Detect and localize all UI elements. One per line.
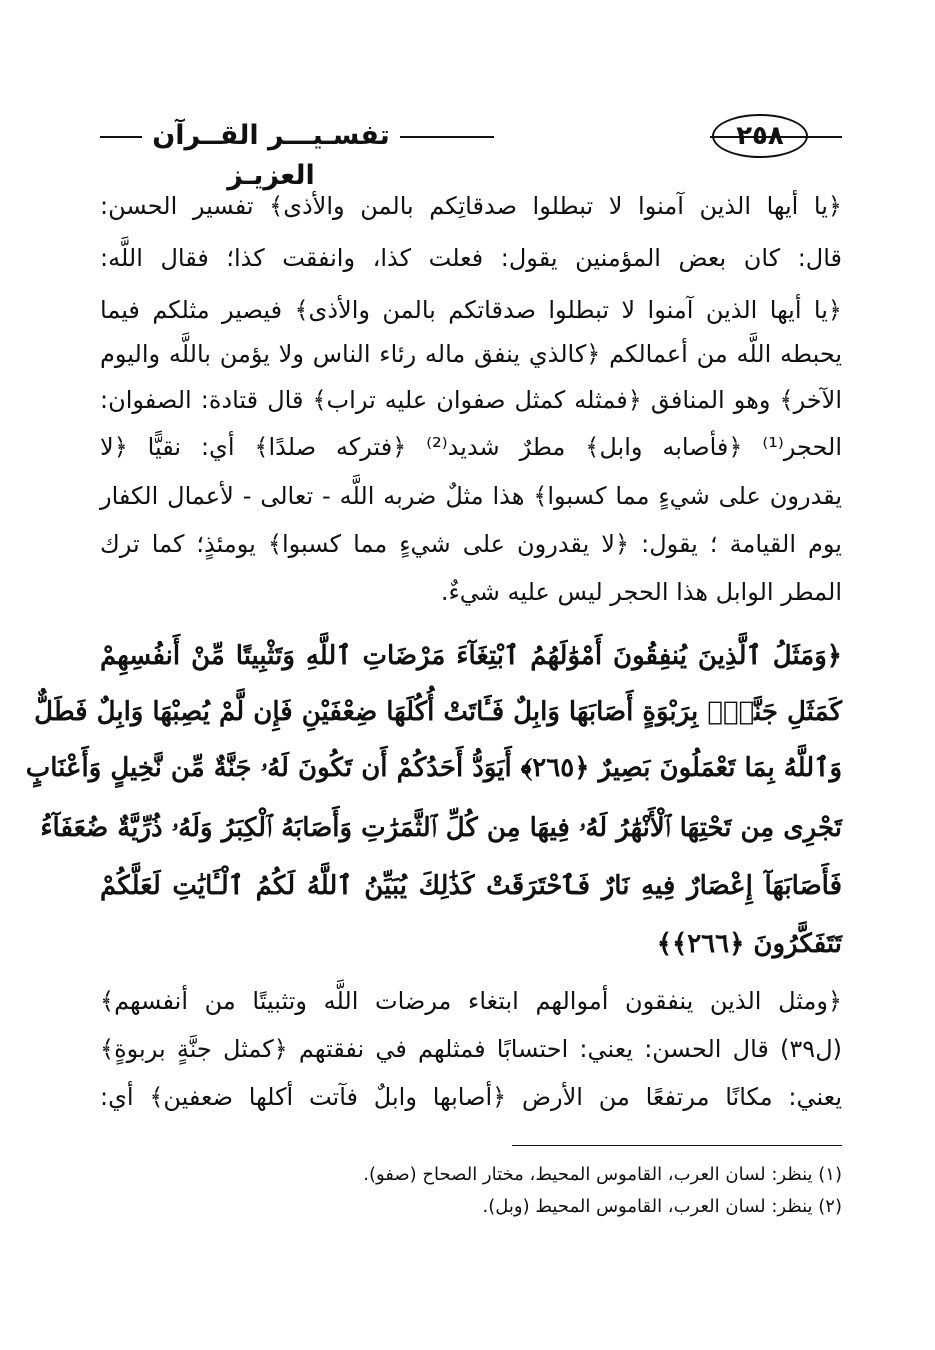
text-line: الحجر⁽¹⁾ ﴿فأصابه وابل﴾ مطرٌ شديد⁽²⁾ ﴿فتركه صلدًا﴾ أي: نقيًّا ﴿لا xyxy=(100,433,843,461)
text-line: يعني: مكانًا مرتفعًا من الأرض ﴿أصابها وابلٌ فآتت أكلها ضعفين﴾ أي: xyxy=(100,1083,842,1111)
quran-verse-line: تَجْرِى مِن تَحْتِهَا ٱلْأَنْهَٰرُ لَهُۥ فِيهَا مِن كُلِّ ٱلثَّمَرَٰتِ وَأَصَابَهُ ٱلْكِبَرُ وَلَهُۥ ذُرِّيَّةٌ ضُعَفَآءُ xyxy=(40,813,842,843)
header-rule-left xyxy=(100,136,142,138)
text-line: يقدرون على شيءٍ مما كسبوا﴾ هذا مثلٌ ضربه اللَّه - تعالى - لأعمال الكفار xyxy=(100,482,842,510)
text-line: قال: كان بعض المؤمنين يقول: فعلت كذا، وانفقت كذا؛ فقال اللَّه: xyxy=(100,244,842,272)
footnote: (١) ينظر: لسان العرب، القاموس المحيط، مختار الصحاح (صفو). xyxy=(363,1164,842,1185)
text-line: ﴿يا أيها الذين آمنوا لا تبطلوا صدقاتكم بالمن والأذى﴾ فيصير مثلكم فيما xyxy=(100,296,842,324)
footnote: (٢) ينظر: لسان العرب، القاموس المحيط (وبل). xyxy=(482,1196,842,1217)
text-line: (ل٣٩) قال الحسن: يعني: احتسابًا فمثلهم في نفقتهم ﴿كمثل جنَّةٍ بربوةٍ﴾ xyxy=(100,1035,842,1063)
quran-verse-line: تَتَفَكَّرُونَ ﴿٢٦٦﴾﴾ xyxy=(656,929,842,959)
page-header xyxy=(100,112,842,191)
header-rule-right xyxy=(710,136,842,138)
quran-verse-line: ﴿وَمَثَلُ ٱلَّذِينَ يُنفِقُونَ أَمْوَٰلَهُمُ ٱبْتِغَآءَ مَرْضَاتِ ٱللَّهِ وَتَثْبِيتًا مِّنْ أَنفُسِهِمْ xyxy=(100,641,842,671)
header-rule-middle xyxy=(400,136,494,138)
page-number: ٢٥٨ xyxy=(712,114,808,158)
text-line: الآخر﴾ وهو المنافق ﴿فمثله كمثل صفوان عليه تراب﴾ قال قتادة: الصفوان: xyxy=(100,386,842,414)
text-line: ﴿يا أيها الذين آمنوا لا تبطلوا صدقاتِكم بالمن والأذى﴾ تفسير الحسن: xyxy=(100,192,842,220)
text-line: ﴿ومثل الذين ينفقون أموالهم ابتغاء مرضات اللَّه وتثبيتًا من أنفسهم﴾ xyxy=(100,987,842,1015)
text-line: المطر الوابل هذا الحجر ليس عليه شيءٌ. xyxy=(440,578,842,606)
text-line: يوم القيامة ؛ يقول: ﴿لا يقدرون على شيءٍ مما كسبوا﴾ يومئذٍ؛ كما ترك xyxy=(100,530,842,558)
footnote-divider xyxy=(512,1145,842,1146)
quran-verse-line: فَأَصَابَهَآ إِعْصَارٌ فِيهِ نَارٌ فَٱحْتَرَقَتْ كَذَٰلِكَ يُبَيِّنُ ٱللَّهُ لَكُمُ ٱلْـَٔايَٰتِ لَعَلَّكُمْ xyxy=(100,871,842,901)
text-line: يحبطه اللَّه من أعمالكم ﴿كالذي ينفق ماله رئاء الناس ولا يؤمن باللَّه واليوم xyxy=(100,340,842,368)
quran-verse-line: كَمَثَلِ جَنَّةٍۭ بِرَبْوَةٍ أَصَابَهَا وَابِلٌ فَـَٔاتَتْ أُكُلَهَا ضِعْفَيْنِ فَإِن لَّمْ يُصِبْهَا وَابِلٌ فَطَلٌّ xyxy=(34,697,842,727)
book-title: تفسـيـــر القــرآن العزيـز xyxy=(152,120,390,191)
quran-verse-line: وَٱللَّهُ بِمَا تَعْمَلُونَ بَصِيرٌ ﴿٢٦٥﴾ أَيَوَدُّ أَحَدُكُمْ أَن تَكُونَ لَهُۥ جَنَّةٌ مِّن نَّخِيلٍ وَأَعْنَابٍ xyxy=(25,753,842,783)
